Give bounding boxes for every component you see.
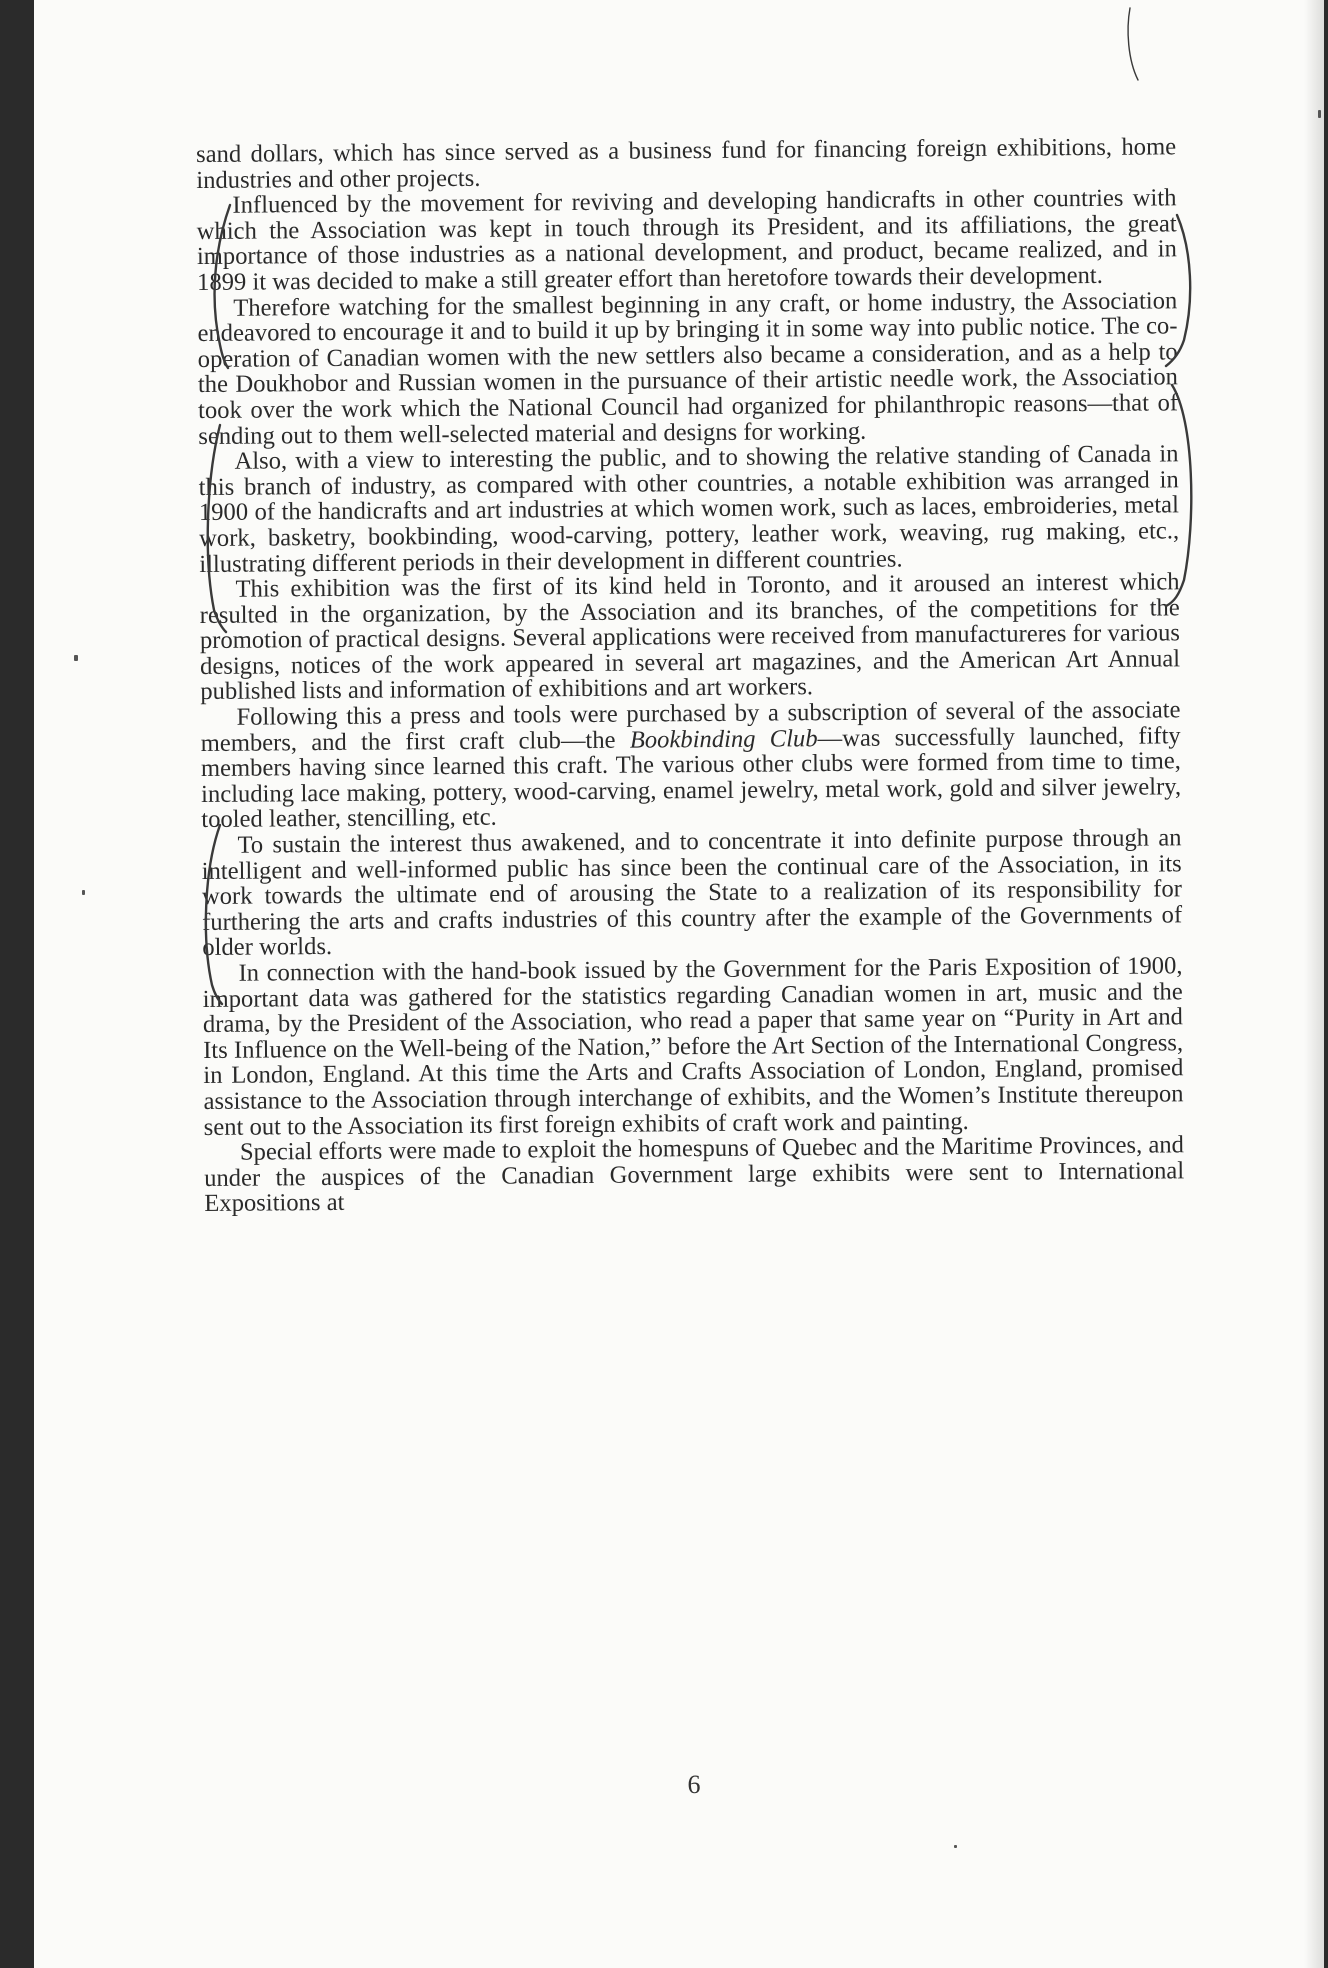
text-run: Therefore watching for the smallest beginning in any craft, or home industry, the Association endeavored to encourage it and to build it up by bringing it in some way into public notice. The co-operation of Canadian women with the new settlers also became a consideration, and as a help to the Doukhobor and Russian women in the pursuance of their artistic needle work, the Association took over the work which the National Council had organized for philanthropic reasons—that of sending out to them well-selected material and designs for working. [197, 286, 1179, 450]
paragraph [204, 1132, 1185, 1216]
paragraph [201, 825, 1182, 961]
paragraph [197, 288, 1178, 449]
scanned-page [34, 0, 1324, 1968]
text-run: Also, with a view to interesting the public, and to showing the relative standing of Canada in this branch of industry, as compared with other countries, a notable exhibition was arranged in 1900 of the handicrafts and art industries at which women work, such as laces, embroideries, metal work, basketry, bookbinding, wood-carving, pottery, leather work, weaving, rug making, etc., illustrating different periods in their development in different countries. [198, 440, 1180, 578]
paragraph [200, 697, 1181, 833]
text-run: To sustain the interest thus awakened, and to concentrate it into definite purpose through an intelligent and well-informed public has since been the continual care of the Association, in its work towards the ultimate end of arousing the State to a realization of its responsibility for furthering the arts and crafts industries of this country after the example of the Governments of older worlds. [201, 824, 1183, 962]
paragraph [199, 569, 1180, 705]
text-run: In connection with the hand-book issued by the Government for the Paris Exposition of 1900, important data was gathered for the statistics regarding Canadian women in art, music and the drama, by the President of the Association, who read a paper that same year on “Purity in Art and Its Influence on the Well-being of the Nation,” before the Art Section of the International Congress, in London, England. At this time the Arts and Crafts Association of London, England, promised assistance to the Association through interchange of exhibits, and the Women’s Institute thereupon sent out to the Association its first foreign exhibits of craft work and painting. [202, 952, 1184, 1141]
text-run: Following this a press and tools were purchased by a subscription of several of the associate members, and the first craft club—the [200, 696, 1181, 757]
paragraph [196, 185, 1177, 295]
text-run: Special efforts were made to exploit the homespuns of Quebec and the Maritime Provinces, and under the auspices of the Canadian Government large exhibits were sent to International Expositions at [204, 1131, 1185, 1218]
text-run: Influenced by the movement for reviving and developing handicrafts in other countries with which the Association was kept in touch through its President, and its affiliations, the great importance of those industries as a national development, and product, became realized, and in 1899 it was decided to make a still greater effort than heretofore towards their development. [196, 184, 1177, 296]
italic-text: Bookbinding Club [629, 724, 818, 754]
corner-mark [1128, 8, 1138, 80]
paragraph [202, 953, 1183, 1140]
body-text [196, 134, 1184, 1217]
text-run: sand dollars, which has since served as a business fund for financing foreign exhibitions, home industries and other projects. [195, 133, 1177, 194]
text-run: —was successfully launched, fifty members having since learned this craft. The various other clubs were formed from time to time, including lace making, pottery, wood-carving, enamel jewelry, metal work, gold and silver jewelry, tooled leather, stencilling, etc. [200, 721, 1182, 834]
paragraph [198, 441, 1179, 577]
text-run: This exhibition was the first of its kind held in Toronto, and it aroused an interest which resulted in the organization, by the Association and its branches, of the competitions for the promotion of practical designs. Several applications were received from manufactureres for various designs, notices of the work appeared in several art magazines, and the American Art Annual published lists and information of exhibitions and art workers. [199, 568, 1181, 706]
page-edge-shadow [1304, 0, 1324, 1968]
page-number: 6 [687, 1770, 701, 1799]
paragraph [196, 134, 1176, 193]
